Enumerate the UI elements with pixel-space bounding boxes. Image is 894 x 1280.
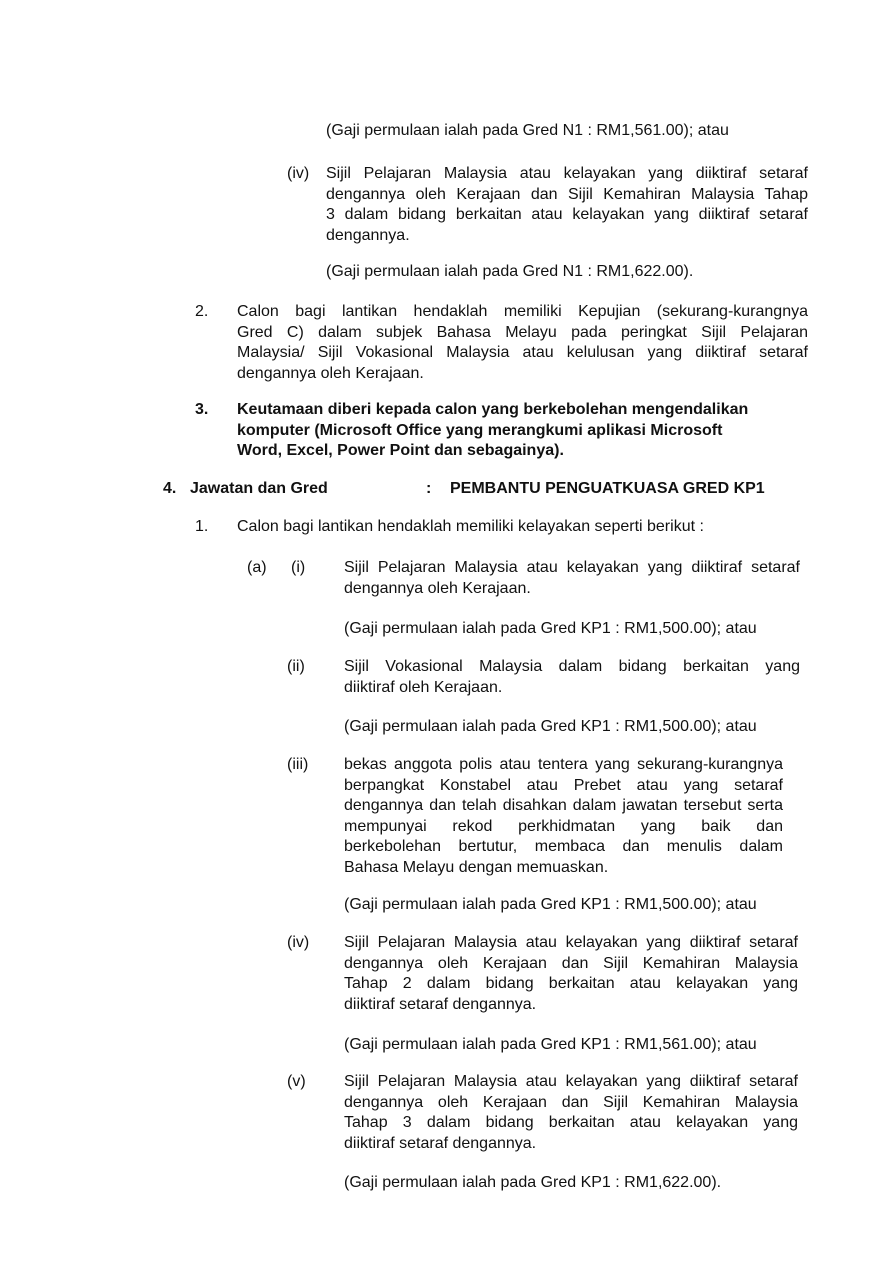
salary-note-n1-iv: (Gaji permulaan ialah pada Gred N1 : RM1,622.00).	[326, 263, 694, 280]
text-line: Tahap 3 dalam bidang berkaitan atau kelayakan yang	[344, 1114, 798, 1131]
item-marker: 3.	[195, 401, 209, 418]
text-line: dengannya oleh Kerajaan.	[344, 579, 531, 597]
text-line: diiktiraf oleh Kerajaan.	[344, 678, 503, 696]
subitem-marker: (iv)	[287, 934, 310, 951]
section-label: Jawatan dan Gred	[190, 480, 328, 497]
subitem-marker: (v)	[287, 1073, 306, 1090]
salary-note: (Gaji permulaan ialah pada Gred KP1 : RM1,500.00); atau	[344, 718, 757, 735]
requirement-2-text	[237, 302, 808, 384]
text-line: bekas anggota polis atau tentera yang sekurang-kurangnya	[344, 756, 783, 773]
subitem-marker: (ii)	[287, 658, 305, 675]
text-line: Sijil Pelajaran Malaysia atau kelayakan yang diiktiraf setaraf	[344, 1073, 798, 1090]
subitem-text	[344, 933, 798, 1015]
salary-note-n1-iii: (Gaji permulaan ialah pada Gred N1 : RM1,561.00); atau	[326, 122, 729, 139]
qualification-iv-text	[326, 164, 808, 246]
section-title: PEMBANTU PENGUATKUASA GRED KP1	[450, 480, 765, 497]
item-marker: 2.	[195, 303, 209, 320]
salary-note: (Gaji permulaan ialah pada Gred KP1 : RM1,561.00); atau	[344, 1036, 757, 1053]
text-line: Bahasa Melayu dengan memuaskan.	[344, 858, 609, 876]
text-line: dengannya oleh Kerajaan dan Sijil Kemahiran Malaysia Tahap	[326, 185, 808, 203]
text-line: Tahap 2 dalam bidang berkaitan atau kelayakan yang	[344, 975, 798, 992]
item-marker: (a)	[247, 559, 267, 576]
text-line: Sijil Vokasional Malaysia dalam bidang berkaitan yang	[344, 658, 800, 675]
text-line: diiktiraf setaraf dengannya.	[344, 995, 537, 1013]
text-line: Keutamaan diberi kepada calon yang berkebolehan mengendalikan	[237, 401, 749, 418]
text-line: berkebolehan bertutur, membaca dan menulis dalam	[344, 838, 783, 855]
salary-note: (Gaji permulaan ialah pada Gred KP1 : RM1,622.00).	[344, 1174, 722, 1191]
text-line: mempunyai rekod perkhidmatan yang baik dan	[344, 817, 783, 835]
text-line: Gred C) dalam subjek Bahasa Melayu pada peringkat Sijil Pelajaran	[237, 323, 808, 341]
text-line: Malaysia/ Sijil Vokasional Malaysia atau kelulusan yang diiktiraf setaraf	[237, 344, 808, 361]
text-line: Word, Excel, Power Point dan sebagainya).	[237, 442, 564, 459]
text-line: dengannya dan telah disahkan dalam jawatan tersebut serta	[344, 797, 783, 814]
section-colon: :	[426, 480, 432, 497]
salary-note: (Gaji permulaan ialah pada Gred KP1 : RM1,500.00); atau	[344, 620, 757, 637]
section-number: 4.	[163, 480, 177, 497]
text-line: komputer (Microsoft Office yang merangkumi aplikasi Microsoft	[237, 421, 723, 439]
subitem-text	[344, 1072, 798, 1154]
text-line: Calon bagi lantikan hendaklah memiliki Kepujian (sekurang-kurangnya	[237, 303, 808, 320]
subitem-text	[344, 657, 800, 698]
text-line: 3 dalam bidang berkaitan atau kelayakan yang diiktiraf setaraf	[326, 206, 808, 223]
text-line: berpangkat Konstabel atau Prebet atau yang setaraf	[344, 776, 783, 794]
text-line: Sijil Pelajaran Malaysia atau kelayakan yang diiktiraf setaraf	[344, 934, 798, 951]
text-line: dengannya.	[326, 226, 410, 244]
text-line: dengannya oleh Kerajaan.	[237, 364, 424, 382]
text-line: dengannya oleh Kerajaan dan Sijil Kemahiran Malaysia	[344, 1093, 798, 1111]
item-marker: (iv)	[287, 165, 310, 182]
text-line: Sijil Pelajaran Malaysia atau kelayakan yang diiktiraf setaraf	[326, 165, 808, 182]
subitem-marker: (iii)	[287, 756, 309, 773]
subitem-text	[344, 755, 783, 878]
text-line: diiktiraf setaraf dengannya.	[344, 1134, 537, 1152]
subitem-marker: (i)	[291, 559, 306, 576]
text-line: dengannya oleh Kerajaan dan Sijil Kemahiran Malaysia	[344, 954, 798, 972]
item-marker: 1.	[195, 518, 209, 535]
subitem-text	[344, 558, 800, 599]
requirement-1-text: Calon bagi lantikan hendaklah memiliki kelayakan seperti berikut :	[237, 518, 704, 535]
requirement-3-text	[237, 400, 797, 462]
salary-note: (Gaji permulaan ialah pada Gred KP1 : RM1,500.00); atau	[344, 896, 757, 913]
text-line: Sijil Pelajaran Malaysia atau kelayakan yang diiktiraf setaraf	[344, 559, 800, 576]
